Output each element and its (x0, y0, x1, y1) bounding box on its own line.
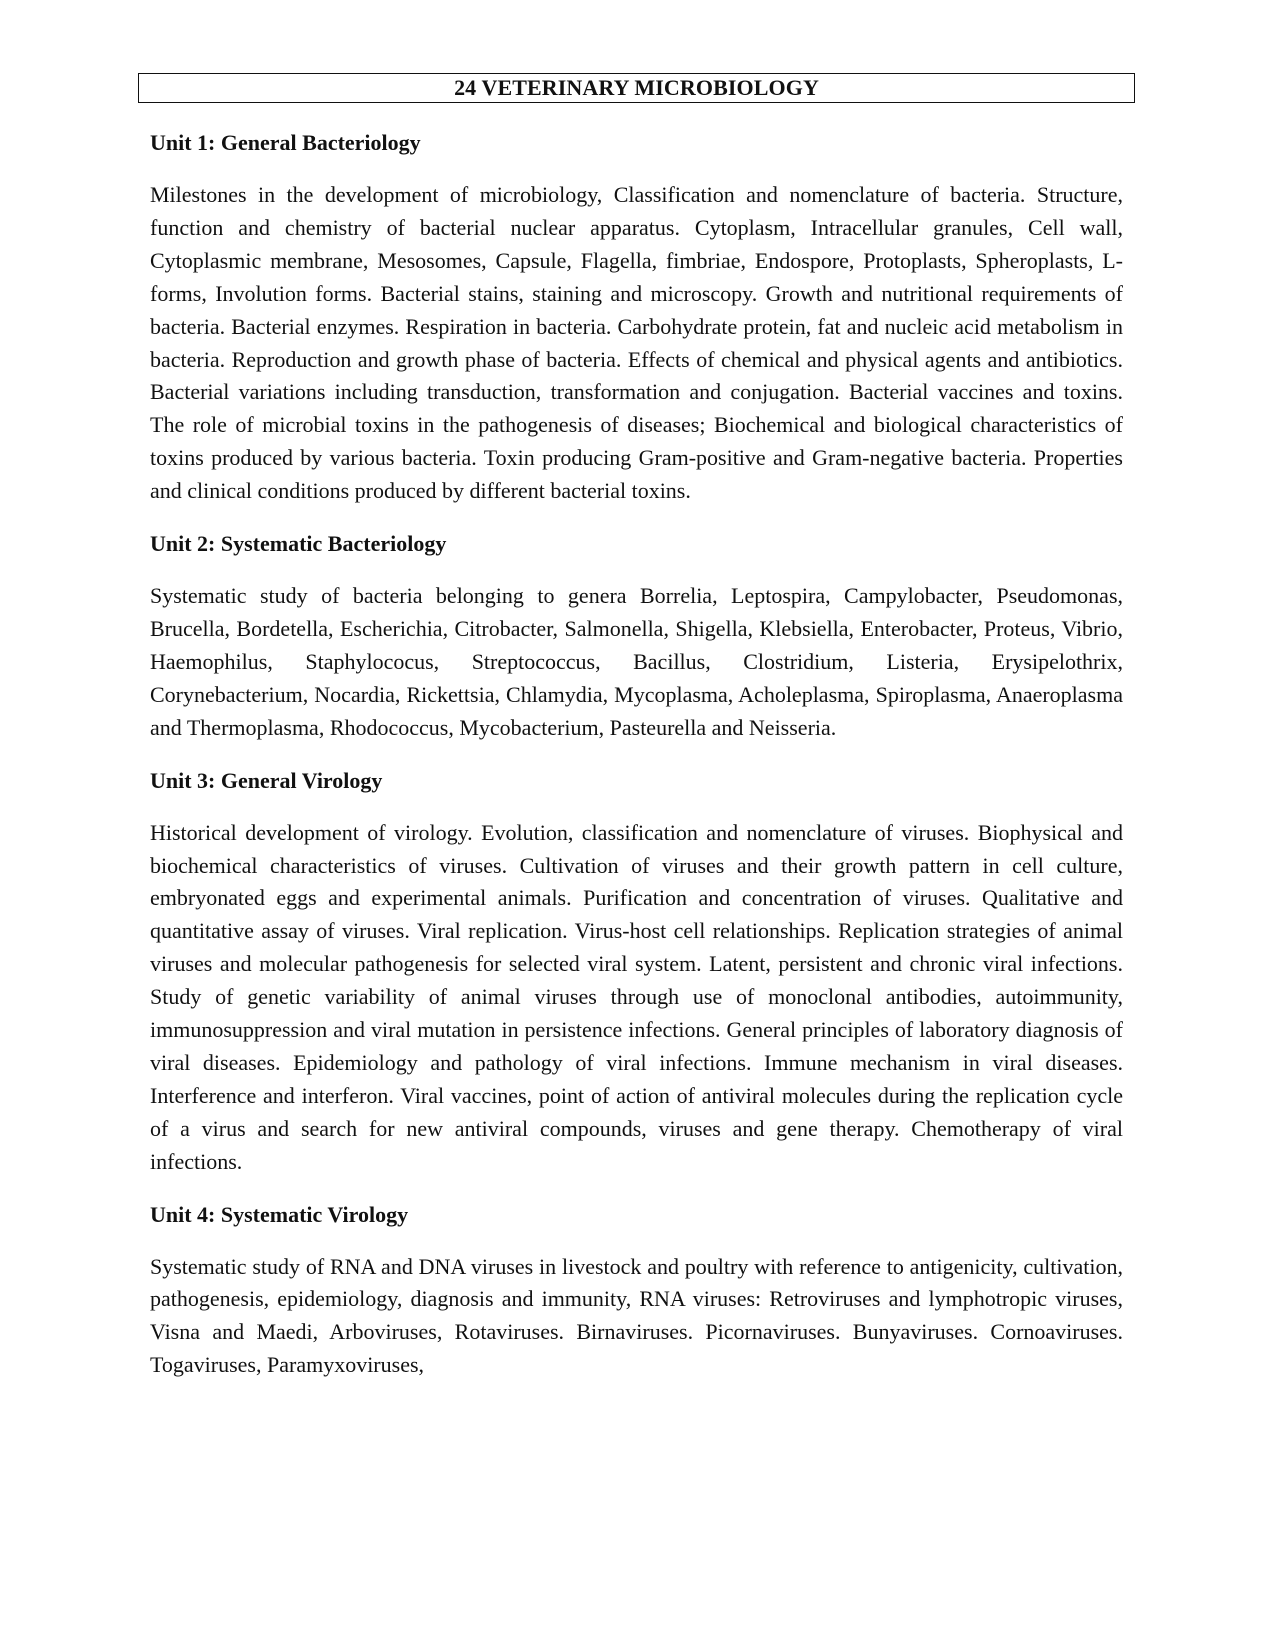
unit-3-body: Historical development of virology. Evolution, classification and nomenclature of viruses. Biophysical and biochemical characteristics of viruses. Cultivation of viruses and their growth pattern in cell culture, embryonated eggs and experimental animals. Purification and concentration of viruses. Qualitative and quantitative assay of viruses. Viral replication. Virus-host cell relationships. Replication strategies of animal viruses and molecular pathogenesis for selected viral system. Latent, persistent and chronic viral infections. Study of genetic variability of animal viruses through use of monoclonal antibodies, autoimmunity, immunosuppression and viral mutation in persistence infections. General principles of laboratory diagnosis of viral diseases. Epidemiology and pathology of viral infections. Immune mechanism in viral diseases. Interference and interferon. Viral vaccines, point of action of antiviral molecules during the replication cycle of a virus and search for new antiviral compounds, viruses and gene therapy. Chemotherapy of viral infections. (150, 819, 1123, 1174)
document-content (150, 126, 1123, 1401)
unit-3-section (150, 764, 1123, 1179)
unit-1-section (150, 126, 1123, 508)
unit-4-body: Systematic study of RNA and DNA viruses in livestock and poultry with reference to antigenicity, cultivation, pathogenesis, epidemiology, diagnosis and immunity, RNA viruses: Retroviruses and lymphotropic viruses, Visna and Maedi, Arboviruses, Rotaviruses. Birnaviruses. Picornaviruses. Bunyaviruses. Cornoaviruses. Togaviruses, Paramyxoviruses, (150, 1253, 1123, 1378)
unit-2-heading: Unit 2: Systematic Bacteriology (150, 531, 447, 557)
unit-4-section (150, 1198, 1123, 1383)
unit-2-section (150, 527, 1123, 745)
unit-4-heading: Unit 4: Systematic Virology (150, 1201, 409, 1227)
document-title: 24 VETERINARY MICROBIOLOGY (454, 75, 819, 100)
unit-1-heading: Unit 1: General Bacteriology (150, 130, 421, 155)
unit-1-body: Milestones in the development of microbiology, Classification and nomenclature of bacteria. Structure, function and chemistry of bacterial nuclear apparatus. Cytoplasm, Intracellular granules, Cell wall, Cytoplasmic membrane, Mesosomes, Capsule, Flagella, fimbriae, Endospore, Protoplasts, Spheroplasts, L-forms, Involution forms. Bacterial stains, staining and microscopy. Growth and nutritional requirements of bacteria. Bacterial enzymes. Respiration in bacteria. Carbohydrate protein, fat and nucleic acid metabolism in bacteria. Reproduction and growth phase of bacteria. Effects of chemical and physical agents and antibiotics. Bacterial variations including transduction, transformation and conjugation. Bacterial vaccines and toxins. The role of microbial toxins in the pathogenesis of diseases; Biochemical and biological characteristics of toxins produced by various bacteria. Toxin producing Gram-positive and Gram-negative bacteria. Properties and clinical conditions produced by different bacterial toxins. (150, 182, 1123, 504)
title-box (138, 73, 1135, 103)
unit-3-heading: Unit 3: General Virology (150, 767, 383, 793)
unit-2-body: Systematic study of bacteria belonging to genera Borrelia, Leptospira, Campylobacter, Pseudomonas, Brucella, Bordetella, Escherichia, Citrobacter, Salmonella, Shigella, Klebsiella, Enterobacter, Proteus, Vibrio, Haemophilus, Staphylococus, Streptococcus, Bacillus, Clostridium, Listeria, Erysipelothrix, Corynebacterium, Nocardia, Rickettsia, Chlamydia, Mycoplasma, Acholeplasma, Spiroplasma, Anaeroplasma and Thermoplasma, Rhodococcus, Mycobacterium, Pasteurella and Neisseria. (150, 583, 1123, 740)
